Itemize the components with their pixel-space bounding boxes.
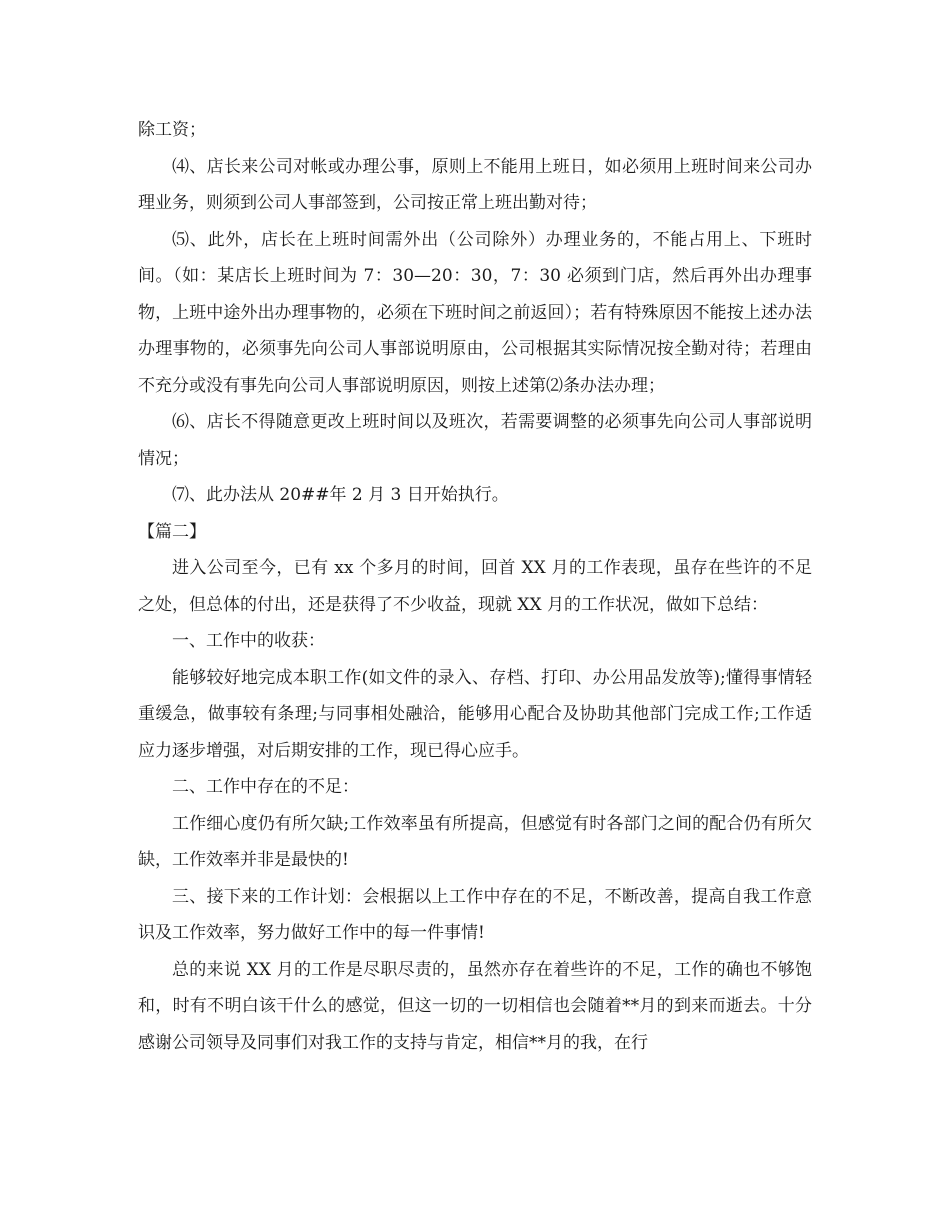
section-heading: 【篇二】 — [138, 521, 206, 542]
paragraph: ⑸、此外，店长在上班时间需外出（公司除外）办理业务的，不能占用上、下班时间。（如：某店长上班时间为 7：30—20：30，7：30 必须到门店，然后再外出办理事物，上班中途外出办理事物的，必须在下班时间之前返回）；若有特殊原因不能按上述办法办理事物的，必须事先向公司人事部说明原由，公司根据其实际情况按全勤对待；若理由不充分或没有事先向公司人事部说明原因，则按上述第⑵条办法办理； — [138, 229, 812, 396]
paragraph: 进入公司至今，已有 xx 个多月的时间，回首 XX 月的工作表现，虽存在些许的不足之处，但总体的付出，还是获得了不少收益，现就 XX 月的工作状况，做如下总结： — [138, 558, 812, 615]
paragraph: 总的来说 XX 月的工作是尽职尽责的，虽然亦存在着些许的不足，工作的确也不够饱和，时有不明白该干什么的感觉，但这一切的一切相信也会随着**月的到来而逝去。十分感谢公司领导及同事们对我工作的支持与肯定，相信**月的我，在行 — [138, 959, 812, 1053]
paragraph: ⑷、店长来公司对帐或办理公事，原则上不能用上班日，如必须用上班时间来公司办理业务，则须到公司人事部签到，公司按正常上班出勤对待； — [138, 156, 812, 213]
document-body — [138, 112, 812, 1061]
paragraph: ⑹、店长不得随意更改上班时间以及班次，若需要调整的必须事先向公司人事部说明情况； — [138, 412, 812, 469]
subheading: 一、工作中的收获： — [172, 631, 325, 651]
paragraph: ⑺、此办法从 20##年 2 月 3 日开始执行。 — [172, 485, 509, 505]
paragraph: 除工资； — [138, 120, 206, 140]
paragraph: 三、接下来的工作计划：会根据以上工作中存在的不足，不断改善，提高自我工作意识及工作效率，努力做好工作中的每一件事情! — [138, 886, 812, 943]
paragraph: 工作细心度仍有所欠缺;工作效率虽有所提高，但感觉有时各部门之间的配合仍有所欠缺，工作效率并非是最快的! — [138, 813, 812, 870]
paragraph: 能够较好地完成本职工作(如文件的录入、存档、打印、办公用品发放等);懂得事情轻重缓急，做事较有条理;与同事相处融洽，能够用心配合及协助其他部门完成工作;工作适应力逐步增强，对后期安排的工作，现已得心应手。 — [138, 667, 812, 761]
subheading: 二、工作中存在的不足： — [172, 777, 359, 797]
